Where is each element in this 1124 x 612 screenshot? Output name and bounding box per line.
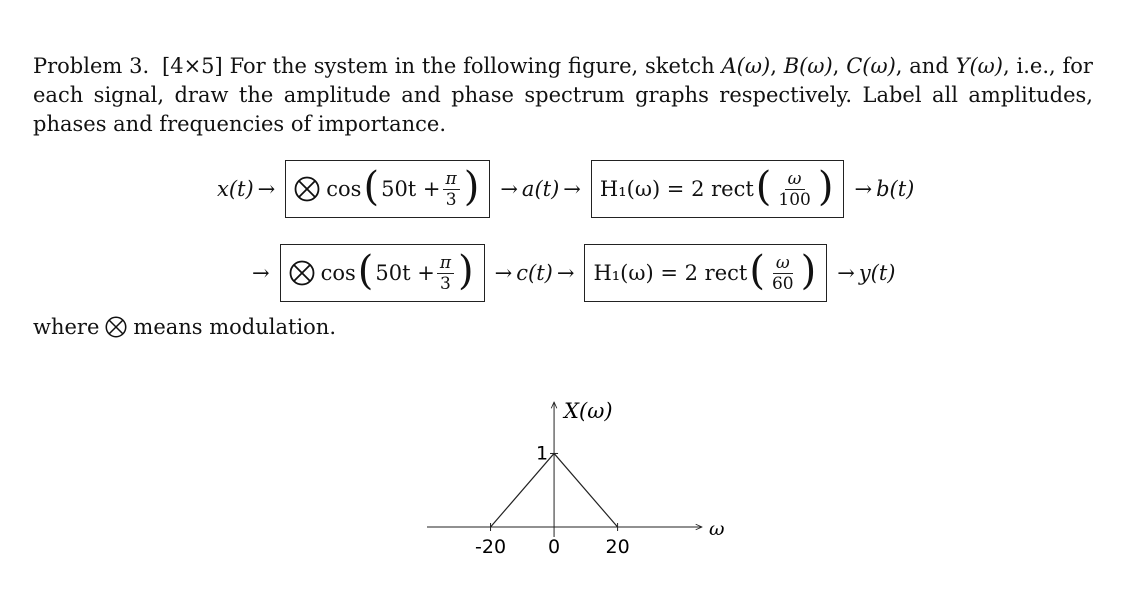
modulator-box-2: cos ( 50t + $\frac{\pi}{3}$ ) (280, 244, 485, 302)
otimes-icon (294, 176, 320, 202)
output-signal-y: y(t) (858, 261, 896, 285)
arrow: → (494, 261, 513, 285)
problem-points: [4×5] (162, 54, 223, 78)
mod-fraction: $\frac{\pi}{3}$ (437, 253, 454, 294)
output-signal-b: b(t) (876, 177, 915, 201)
arrow: → (257, 177, 276, 201)
signal-y: Y(ω) (955, 54, 1003, 78)
mod-fraction: $\frac{\pi}{3}$ (443, 169, 460, 210)
input-signal: x(t) (217, 177, 254, 201)
system-row-2 (248, 244, 896, 302)
arrow: → (252, 261, 270, 285)
mod-func: cos (326, 177, 362, 201)
x-tick-label: 20 (605, 536, 630, 558)
plot-title: X(ω) (564, 399, 613, 423)
otimes-icon (105, 316, 127, 338)
mod-arg: 50t + (375, 261, 435, 285)
mod-arg: 50t + (381, 177, 441, 201)
arrow: → (500, 177, 518, 201)
filter-fraction: $\frac{\omega}{60}$ (771, 252, 794, 294)
system-row-1 (217, 160, 914, 218)
modulator-box-1: cos ( 50t + $\frac{\pi}{3}$ ) (285, 160, 490, 218)
signal-a: A(ω) (721, 54, 771, 78)
signal-c: C(ω) (846, 54, 896, 78)
filter-label: H₁(ω) = 2 rect (593, 261, 748, 285)
arrow: → (854, 177, 873, 201)
arrow: → (556, 261, 575, 285)
x-tick-label: 0 (548, 536, 561, 558)
problem-text-before: For the system in the following figure, sketch (229, 54, 715, 78)
peak-label: 1 (535, 442, 549, 465)
problem-text-after: , i.e., for each signal, draw the amplitude and phase spectrum graphs respectively. Label all amplitudes, phases and frequencies of importance. (33, 54, 1093, 136)
problem-statement: Problem 3. [4×5] For the system in the following figure, sketch A(ω), B(ω), C(ω), and Y(ω), i.e., for each signal, draw the amplitude and phase spectrum graphs respectively. Label all amplitudes, phases and frequencies of importance. (33, 54, 1093, 136)
x-tick-label: -20 (475, 536, 507, 558)
mid-signal-c: c(t) (516, 261, 553, 285)
x-axis-label: ω (709, 518, 725, 540)
filter-fraction: $\frac{\omega}{100}$ (778, 168, 811, 210)
mod-func: cos (320, 261, 356, 285)
filter-box-1: H₁(ω) = 2 rect ( $\frac{\omega}{100}$ ) (591, 160, 845, 218)
filter-box-2: H₁(ω) = 2 rect ( $\frac{\omega}{60}$ ) (584, 244, 827, 302)
arrow: → (837, 261, 855, 285)
problem-label: Problem 3. (33, 54, 150, 78)
otimes-icon (289, 260, 315, 286)
signal-b: B(ω) (783, 54, 833, 78)
mid-signal-a: a(t) (521, 177, 560, 201)
filter-label: H₁(ω) = 2 rect (599, 177, 754, 201)
and-word: and (909, 54, 949, 78)
where-note: where means modulation. (33, 315, 337, 339)
arrow: → (563, 177, 581, 201)
spectrum-plot (420, 390, 725, 570)
